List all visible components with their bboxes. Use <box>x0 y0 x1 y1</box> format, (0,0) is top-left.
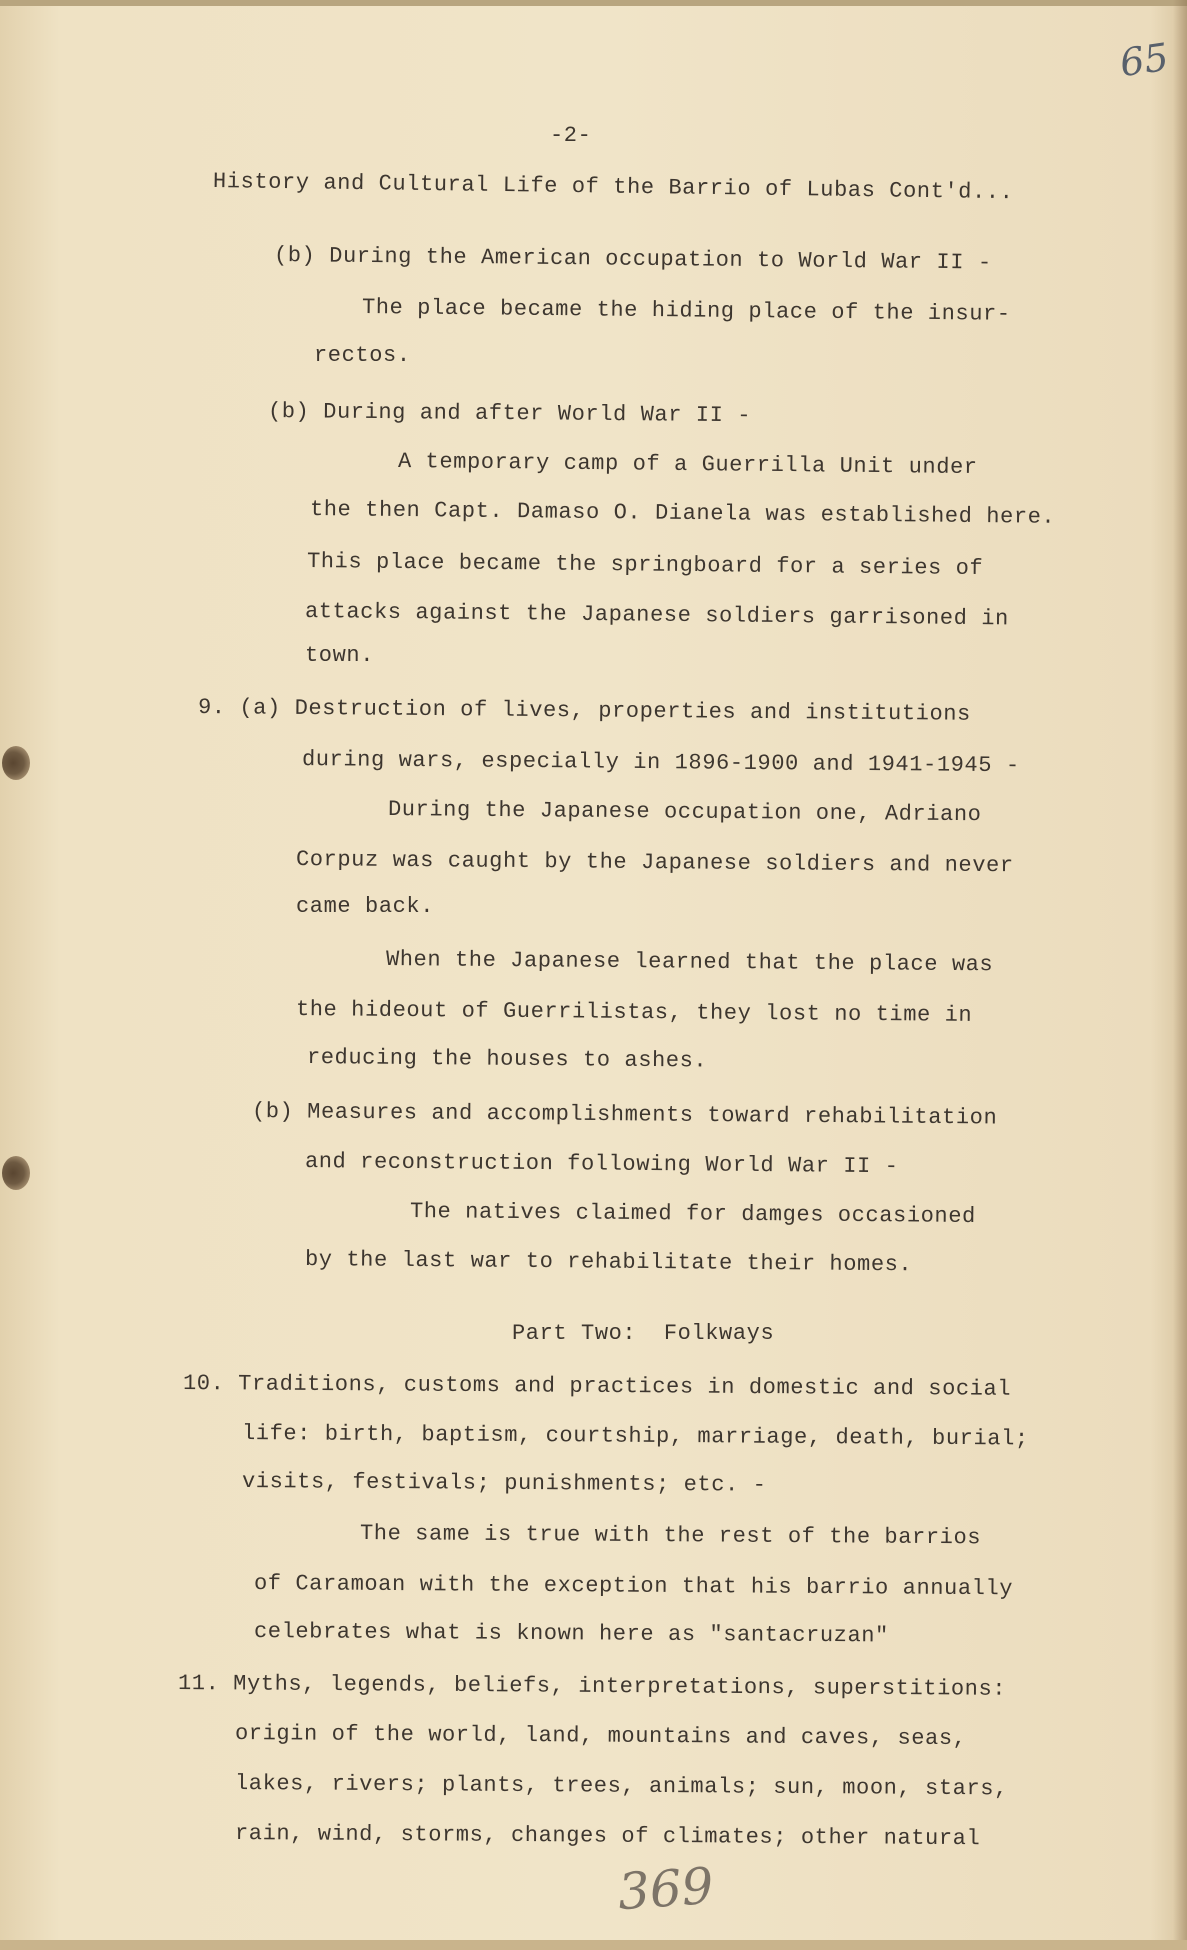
body-line: visits, festivals; punishments; etc. - <box>241 1469 767 1498</box>
body-line: Corpuz was caught by the Japanese soldiers and never <box>295 847 1014 879</box>
body-line: of Caramoan with the exception that his barrio annually <box>253 1571 1014 1602</box>
body-line: A temporary camp of a Guerrilla Unit under <box>397 449 978 481</box>
body-line: rain, wind, storms, changes of climates; other natural <box>234 1821 981 1852</box>
body-line: (b) During the American occupation to World War II - <box>273 243 992 276</box>
page-bottom-edge <box>0 1940 1187 1950</box>
handwritten-folio-number: 65 <box>1117 34 1172 86</box>
body-line: The natives claimed for damges occasioned <box>409 1199 976 1229</box>
section-heading: Part Two: Folkways <box>512 1321 775 1346</box>
body-line: (b) During and after World War II - <box>267 399 752 429</box>
body-line: This place became the springboard for a series of <box>306 549 984 582</box>
binder-hole-upper <box>2 746 30 780</box>
body-line: 11. Myths, legends, beliefs, interpretations, superstitions: <box>177 1671 1007 1702</box>
body-line: by the last war to rehabilitate their homes. <box>304 1247 913 1278</box>
body-line: life: birth, baptism, courtship, marriage, death, burial; <box>241 1421 1029 1452</box>
body-line: 9. (a) Destruction of lives, properties and institutions <box>197 695 972 727</box>
body-line: came back. <box>296 894 435 919</box>
body-line: During the Japanese occupation one, Adriano <box>387 797 982 828</box>
body-line: 10. Traditions, customs and practices in domestic and social <box>182 1371 1012 1402</box>
body-line: the then Capt. Damaso O. Dianela was established here. <box>309 497 1056 530</box>
body-line: and reconstruction following World War II - <box>304 1149 899 1180</box>
body-line: The place became the hiding place of the insur- <box>361 295 1011 327</box>
body-line: (b) Measures and accomplishments toward rehabilitation <box>251 1099 998 1131</box>
handwritten-archive-number: 369 <box>616 1856 716 1922</box>
body-line: When the Japanese learned that the place was <box>385 947 994 978</box>
body-line: celebrates what is known here as "santacruzan" <box>253 1619 889 1649</box>
body-line: the hideout of Guerrilistas, they lost no time in <box>295 997 973 1028</box>
body-line: origin of the world, land, mountains and caves, seas, <box>234 1721 967 1752</box>
page-marker: -2- <box>550 123 592 148</box>
body-line: rectos. <box>314 343 411 368</box>
body-line: reducing the houses to ashes. <box>306 1045 708 1074</box>
page-top-edge <box>0 0 1187 6</box>
page-right-edge <box>1173 0 1187 1950</box>
body-line: lakes, rivers; plants, trees, animals; sun, moon, stars, <box>234 1771 1008 1802</box>
body-line: during wars, especially in 1896-1900 and 1941-1945 - <box>301 747 1020 779</box>
body-line: town. <box>305 643 375 668</box>
body-line: The same is true with the rest of the barrios <box>359 1521 982 1551</box>
document-title: History and Cultural Life of the Barrio of Lubas Cont'd... <box>212 169 1014 206</box>
binder-hole-lower <box>2 1156 30 1190</box>
body-line: attacks against the Japanese soldiers garrisoned in <box>304 599 1010 632</box>
